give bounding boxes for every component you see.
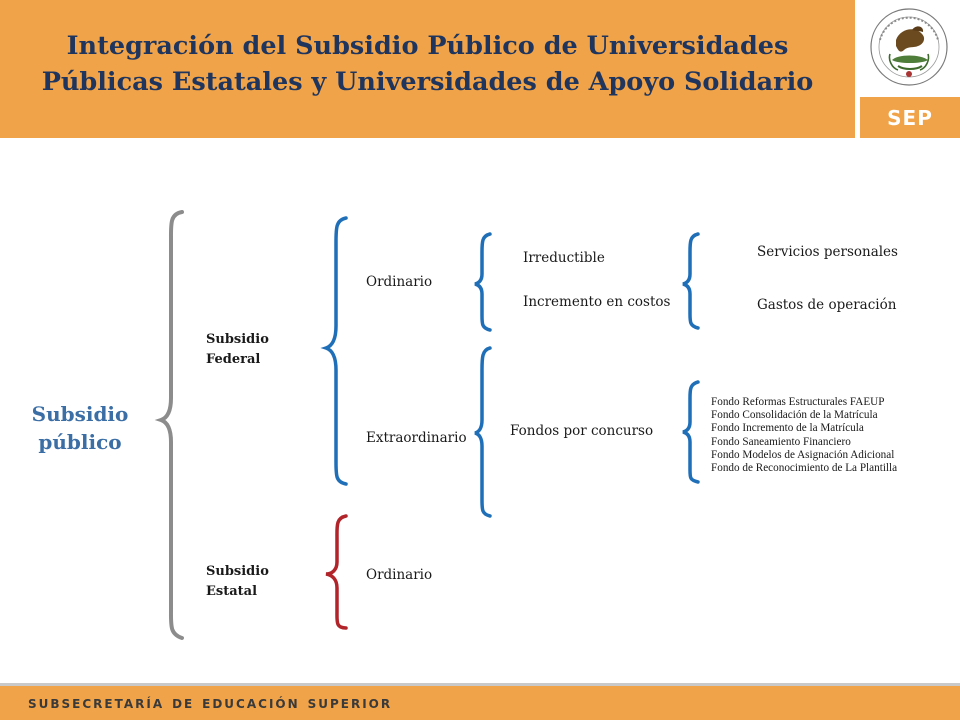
fund-item: Fondo Consolidación de la Matrícula bbox=[711, 409, 878, 422]
federal-extraordinario-label: Extraordinario bbox=[366, 430, 467, 446]
footer-title: subsecretaría de educación superior bbox=[28, 693, 393, 713]
fund-item: Fondo de Reconocimiento de La Plantilla bbox=[711, 461, 898, 474]
slide-title-line-1: Integración del Subsidio Público de Universidades bbox=[66, 31, 789, 61]
fund-item: Fondo Reformas Estructurales FAEUP bbox=[711, 396, 885, 408]
federal-label-line-1: Subsidio bbox=[206, 332, 269, 347]
extraordinario-brace bbox=[475, 348, 490, 516]
funds-brace bbox=[683, 382, 698, 482]
estatal-label-line-2: Estatal bbox=[206, 584, 258, 599]
estatal-ordinario-label: Ordinario bbox=[366, 567, 433, 583]
root-brace bbox=[161, 212, 182, 638]
incremento-label: Incremento en costos bbox=[523, 294, 671, 310]
fund-item: Fondo Incremento de la Matrícula bbox=[711, 422, 864, 435]
fund-item: Fondo Saneamiento Financiero bbox=[711, 435, 851, 448]
irreductible-label: Irreductible bbox=[523, 250, 605, 266]
federal-ordinario-label: Ordinario bbox=[366, 274, 433, 290]
estatal-brace bbox=[326, 516, 346, 628]
gastos-label: Gastos de operación bbox=[757, 297, 897, 313]
root-label bbox=[20, 400, 140, 456]
fondos-concurso-label: Fondos por concurso bbox=[510, 423, 654, 439]
federal-label bbox=[206, 330, 269, 370]
estatal-label bbox=[206, 562, 269, 602]
costs-brace bbox=[683, 234, 698, 328]
federal-label-line-2: Federal bbox=[206, 352, 261, 367]
estatal-label-line-1: Subsidio bbox=[206, 564, 269, 579]
root-label-word: público bbox=[38, 430, 122, 454]
servicios-label: Servicios personales bbox=[757, 244, 898, 260]
ordinario-brace bbox=[475, 234, 490, 330]
funds-list bbox=[711, 396, 897, 475]
fund-item: Fondo Modelos de Asignación Adicional bbox=[711, 448, 895, 461]
federal-brace bbox=[326, 218, 346, 484]
sep-logo-text: SEP bbox=[887, 105, 933, 130]
root-label-text bbox=[20, 400, 140, 456]
slide-title-line-2: Públicas Estatales y Universidades de Apoyo Solidario bbox=[41, 67, 814, 97]
root-label-word: Subsidio bbox=[31, 402, 129, 426]
